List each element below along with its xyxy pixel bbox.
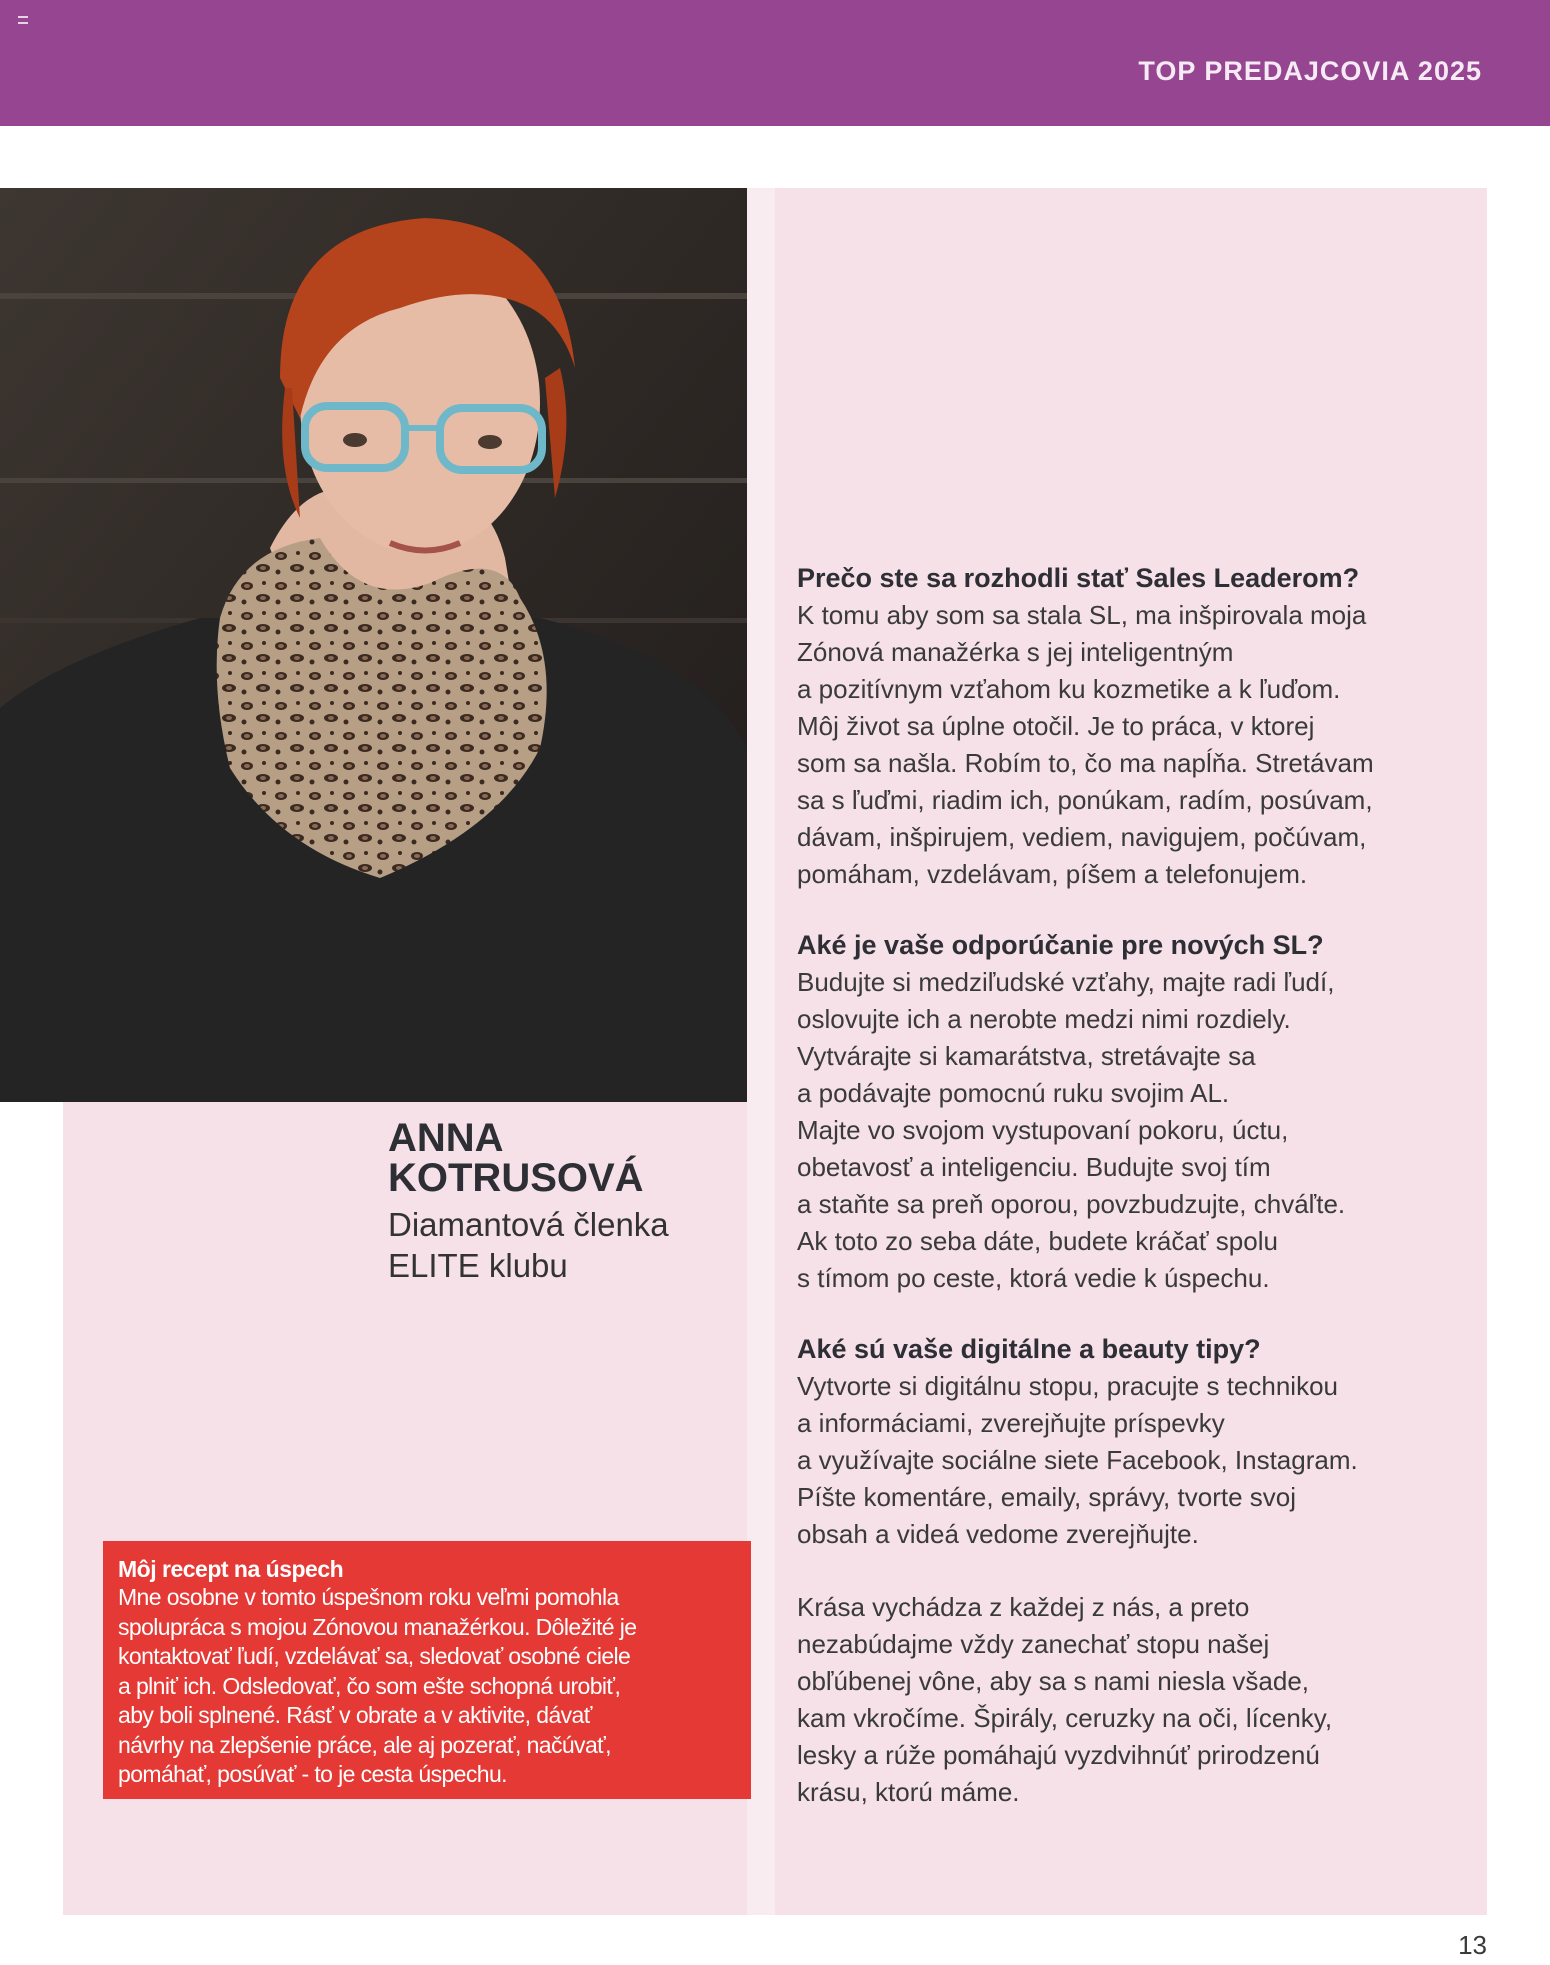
answer-line: Píšte komentáre, emaily, správy, tvorte svoj [797,1482,1296,1512]
recipe-line: Mne osobne v tomto úspešnom roku veľmi pomohla [118,1584,619,1610]
question-heading: Aké je vaše odporúčanie pre nových SL? [797,930,1324,960]
answer-line: a staňte sa preň oporou, povzbudzujte, chváľte. [797,1189,1346,1219]
answer-line: Majte vo svojom vystupovaní pokoru, úctu, [797,1115,1289,1145]
answer-line: Vytvárajte si kamarátstva, stretávajte sa [797,1041,1256,1071]
answer-line: obsah a videá vedome zverejňujte. [797,1519,1199,1549]
page-number: 13 [1458,1930,1487,1960]
answer-line: pomáham, vzdelávam, píšem a telefonujem. [797,859,1308,889]
question-heading: Aké sú vaše digitálne a beauty tipy? [797,1334,1261,1364]
answer-line: K tomu aby som sa stala SL, ma inšpirovala moja [797,600,1367,630]
answer-line: a podávajte pomocnú ruku svojim AL. [797,1078,1230,1108]
answer-line: a využívajte sociálne siete Facebook, Instagram. [797,1445,1358,1475]
menu-icon [18,16,28,24]
column-gutter [747,188,775,1915]
answer-line: Vytvorte si digitálnu stopu, pracujte s technikou [797,1371,1338,1401]
answer-line: krásu, ktorú máme. [797,1777,1020,1807]
answer-line: obetavosť a inteligenciu. Budujte svoj tím [797,1152,1271,1182]
recipe-line: návrhy na zlepšenie práce, ale aj pozerať, načúvať, [118,1731,611,1758]
recipe-line: kontaktovať ľudí, vzdelávať sa, sledovať osobné ciele [118,1643,631,1669]
answer-line: som sa našla. Robím to, čo ma napĺňa. Stretávam [797,748,1374,778]
answer-line: dávam, inšpirujem, vediem, navigujem, počúvam, [797,822,1367,852]
answer-line: lesky a rúže pomáhajú vyzdvihnúť prirodzenú [797,1740,1320,1770]
recipe-title: Môj recept na úspech [118,1556,344,1582]
recipe-box [103,1541,751,1799]
answer-line: a informáciami, zverejňujte príspevky [797,1408,1225,1438]
profile-card [388,1118,728,1286]
portrait-illustration [0,188,747,1102]
answer-line: s tímom po ceste, ktorá vedie k úspechu. [797,1263,1270,1293]
answer-line: oslovujte ich a nerobte medzi nimi rozdiely. [797,1004,1291,1034]
recipe-line: spolupráca s mojou Zónovou manažérkou. Dôležité je [118,1613,637,1640]
answer-line: kam vkročíme. Špirály, ceruzky na oči, lícenky, [797,1703,1333,1733]
rank-club: ELITE klubu [388,1247,568,1284]
question-heading: Prečo ste sa rozhodli stať Sales Leaderom? [797,563,1360,593]
name-first: ANNA [388,1116,504,1160]
answer-line: nezabúdajme vždy zanechať stopu našej [797,1629,1270,1659]
answer-line: Budujte si medziľudské vzťahy, majte radi ľudí, [797,967,1335,997]
recipe-line: aby boli splnené. Rásť v obrate a v aktivite, dávať [118,1702,592,1728]
header-title: TOP PREDAJCOVIA 2025 [1138,56,1482,86]
answer-line: obľúbenej vône, aby sa s nami niesla všade, [797,1666,1310,1696]
answer-line: sa s ľuďmi, riadim ich, ponúkam, radím, posúvam, [797,785,1373,815]
portrait-photo [0,188,747,1102]
answer-line: Zónová manažérka s jej inteligentným [797,637,1234,667]
answer-line: Krása vychádza z každej z nás, a preto [797,1592,1250,1622]
recipe-line: pomáhať, posúvať - to je cesta úspechu. [118,1761,507,1787]
answer-line: a pozitívnym vzťahom ku kozmetike a k ľuďom. [797,674,1341,704]
recipe-line: a plniť ich. Odsledovať, čo som ešte schopná urobiť, [118,1672,621,1699]
rank-title: Diamantová členka [388,1206,669,1243]
header-bar [0,0,1550,126]
answer-line: Môj život sa úplne otočil. Je to práca, v ktorej [797,711,1315,741]
name-last: KOTRUSOVÁ [388,1156,644,1200]
answer-line: Ak toto zo seba dáte, budete kráčať spolu [797,1226,1278,1256]
interview-article [797,560,1457,1811]
